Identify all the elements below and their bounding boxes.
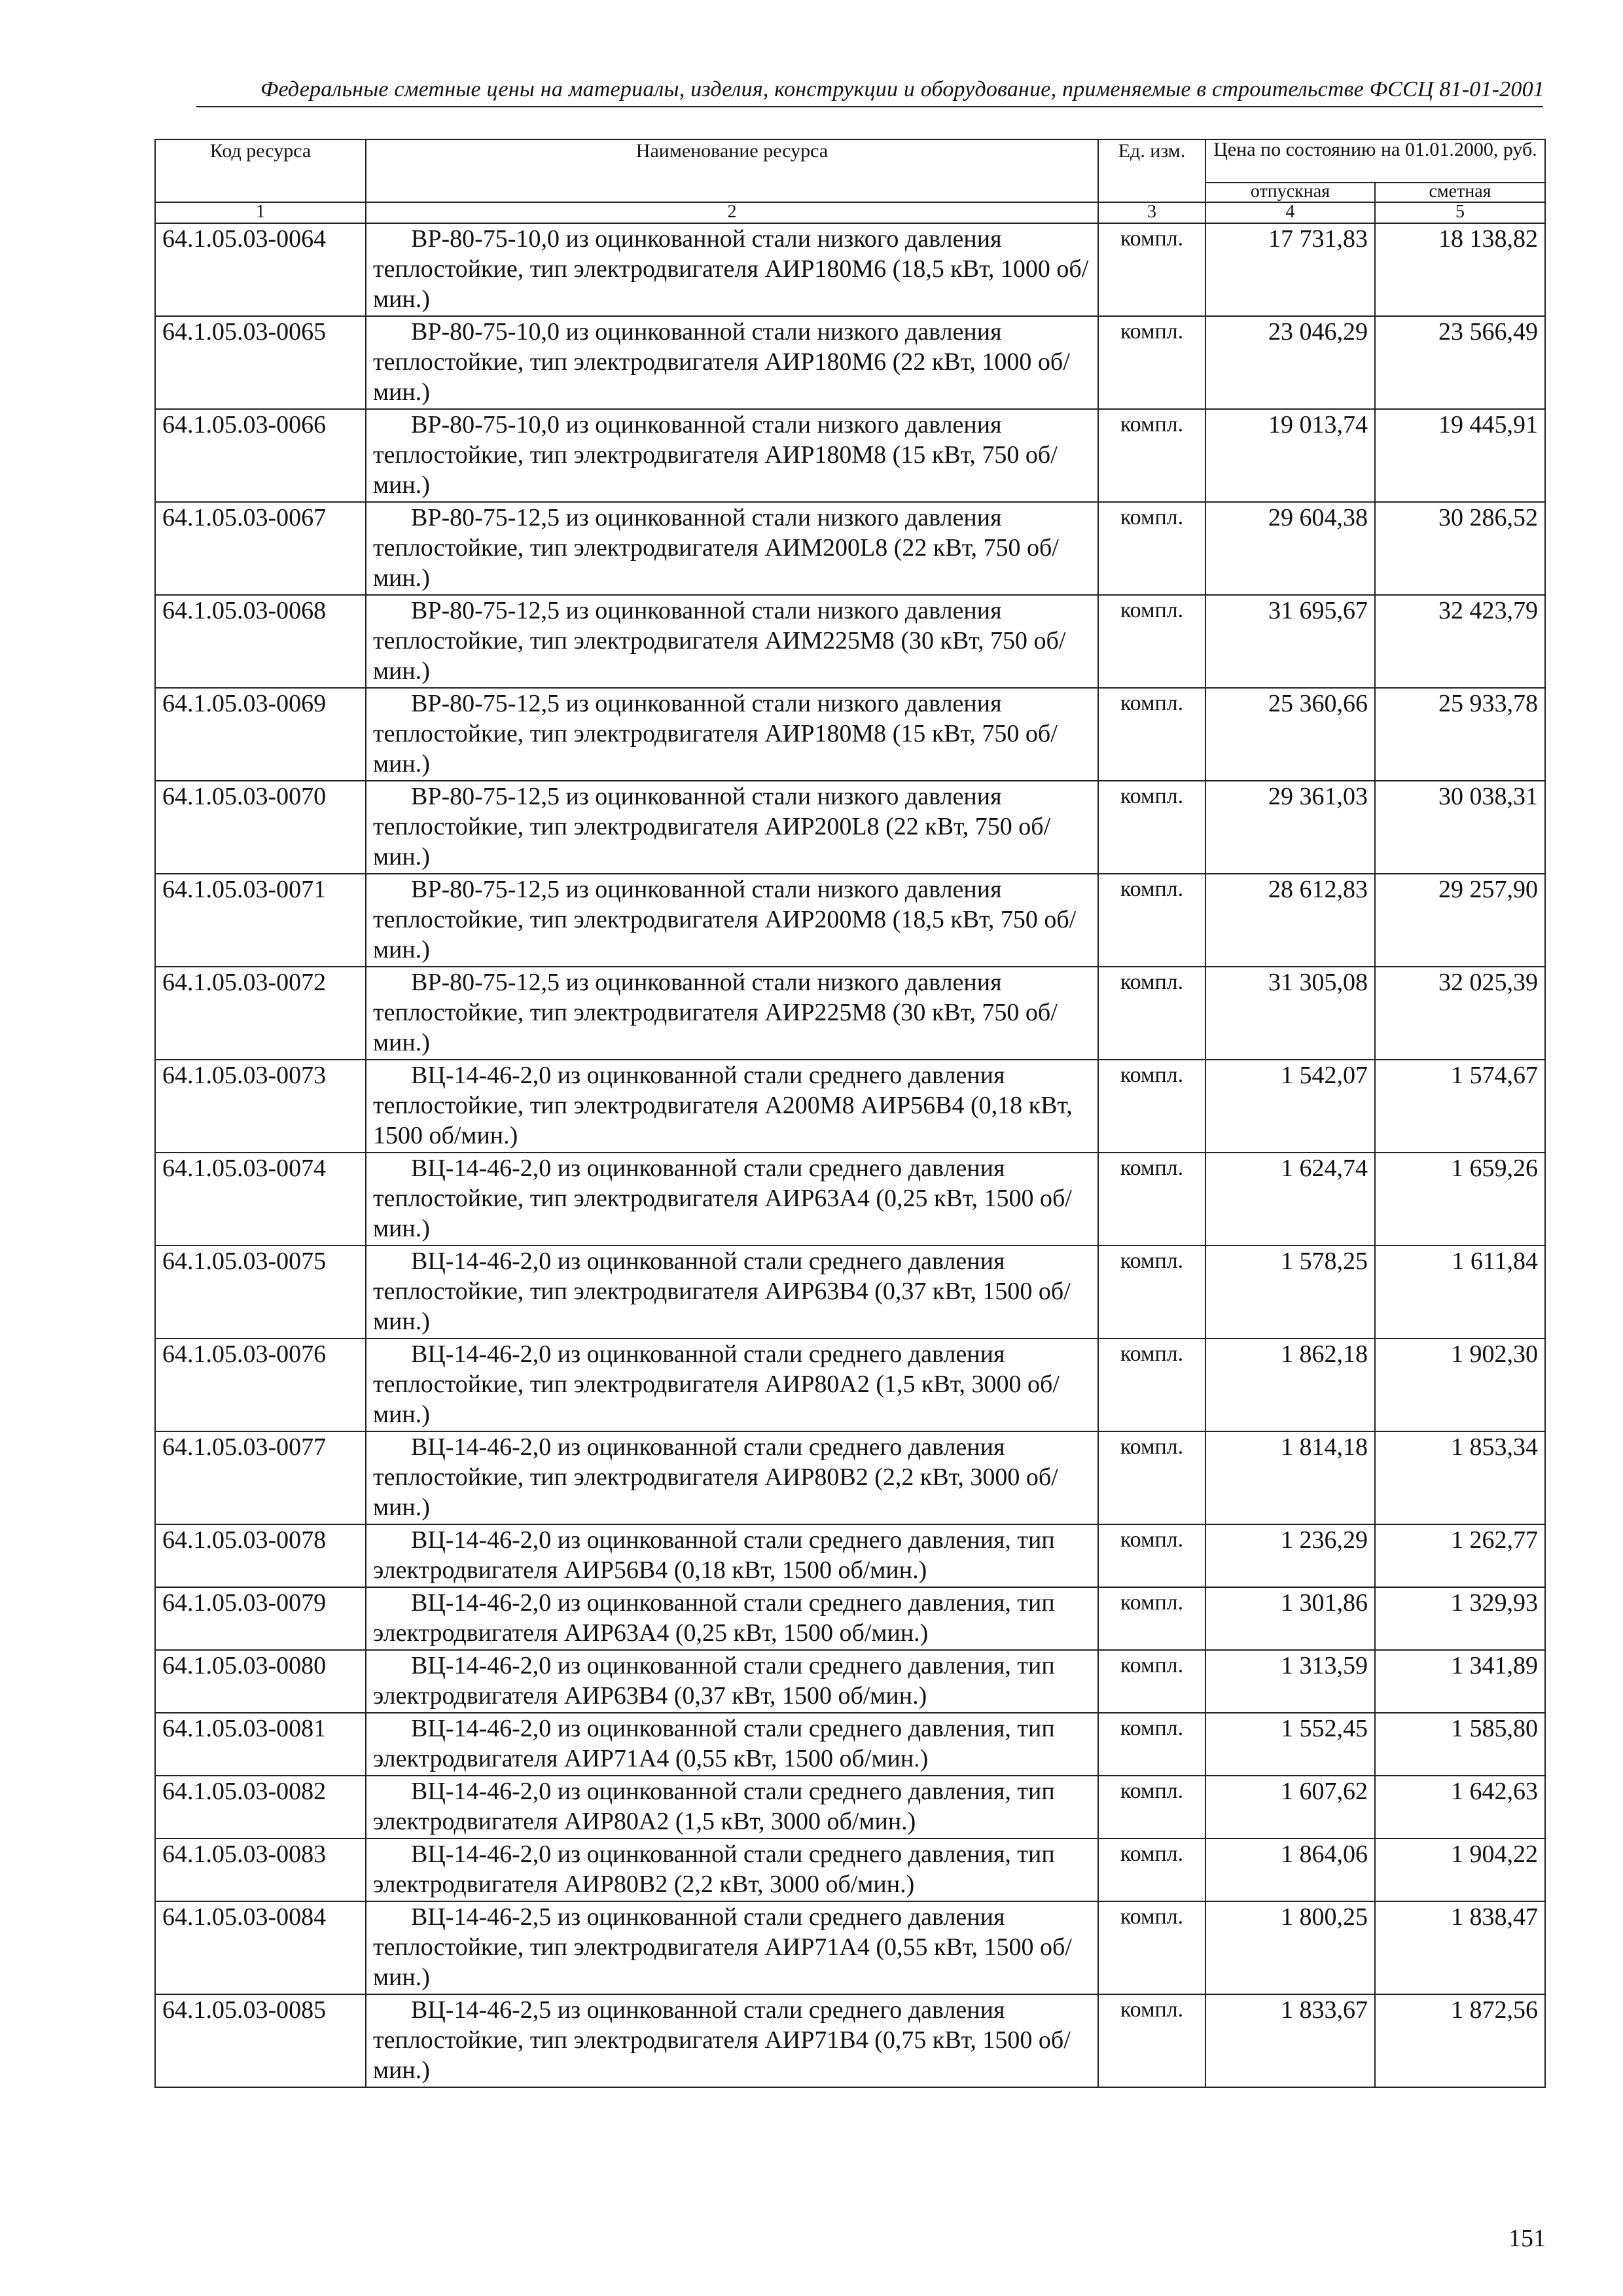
resource-name: ВЦ-14-46-2,0 из оцинкованной стали среднего давления, тип электродвигателя АИР63В4 (0,37 кВт, 1500 об/мин.) (366, 1650, 1098, 1713)
price-estimate: 29 257,90 (1375, 874, 1545, 967)
price-release: 1 236,29 (1205, 1524, 1375, 1587)
resource-name: ВР-80-75-10,0 из оцинкованной стали низкого давления теплостойкие, тип электродвигателя АИР180М8 (15 кВт, 750 об/мин.) (366, 409, 1098, 502)
price-release: 1 552,45 (1205, 1713, 1375, 1776)
table-row (155, 1338, 1545, 1431)
column-header-price-group: Цена по состоянию на 01.01.2000, руб. (1205, 139, 1545, 183)
resource-code: 64.1.05.03-0065 (155, 316, 366, 409)
table-row (155, 1776, 1545, 1839)
resource-code: 64.1.05.03-0084 (155, 1901, 366, 1994)
unit-of-measure: компл. (1098, 967, 1205, 1060)
unit-of-measure: компл. (1098, 874, 1205, 967)
table-row (155, 316, 1545, 409)
price-estimate: 1 902,30 (1375, 1338, 1545, 1431)
unit-of-measure: компл. (1098, 1713, 1205, 1776)
resource-name: ВЦ-14-46-2,0 из оцинкованной стали среднего давления теплостойкие, тип электродвигателя АИР80А2 (1,5 кВт, 3000 об/мин.) (366, 1338, 1098, 1431)
unit-of-measure: компл. (1098, 1153, 1205, 1246)
price-estimate: 30 038,31 (1375, 781, 1545, 874)
price-release: 1 607,62 (1205, 1776, 1375, 1839)
price-release: 29 604,38 (1205, 502, 1375, 595)
unit-of-measure: компл. (1098, 1060, 1205, 1153)
price-estimate: 1 262,77 (1375, 1524, 1545, 1587)
unit-of-measure: компл. (1098, 1431, 1205, 1524)
resource-name: ВР-80-75-12,5 из оцинкованной стали низкого давления теплостойкие, тип электродвигателя АИМ200L8 (22 кВт, 750 об/мин.) (366, 502, 1098, 595)
resource-name: ВЦ-14-46-2,5 из оцинкованной стали среднего давления теплостойкие, тип электродвигателя АИР71А4 (0,55 кВт, 1500 об/мин.) (366, 1901, 1098, 1994)
resource-name: ВЦ-14-46-2,0 из оцинкованной стали среднего давления, тип электродвигателя АИР56В4 (0,18 кВт, 1500 об/мин.) (366, 1524, 1098, 1587)
table-row (155, 781, 1545, 874)
resource-code: 64.1.05.03-0071 (155, 874, 366, 967)
resource-code: 64.1.05.03-0079 (155, 1587, 366, 1650)
price-release: 1 624,74 (1205, 1153, 1375, 1246)
resource-code: 64.1.05.03-0076 (155, 1338, 366, 1431)
table-row (155, 1246, 1545, 1338)
resource-code: 64.1.05.03-0083 (155, 1839, 366, 1901)
price-estimate: 32 423,79 (1375, 595, 1545, 688)
column-header-code: Код ресурса (155, 139, 366, 202)
price-release: 1 862,18 (1205, 1338, 1375, 1431)
price-estimate: 1 872,56 (1375, 1994, 1545, 2087)
resource-name: ВЦ-14-46-2,0 из оцинкованной стали среднего давления теплостойкие, тип электродвигателя АИР63А4 (0,25 кВт, 1500 об/мин.) (366, 1153, 1098, 1246)
table-row (155, 1901, 1545, 1994)
resource-code: 64.1.05.03-0070 (155, 781, 366, 874)
unit-of-measure: компл. (1098, 1338, 1205, 1431)
unit-of-measure: компл. (1098, 1839, 1205, 1901)
table-row (155, 1839, 1545, 1901)
price-release: 1 833,67 (1205, 1994, 1375, 2087)
unit-of-measure: компл. (1098, 1776, 1205, 1839)
resource-code: 64.1.05.03-0081 (155, 1713, 366, 1776)
unit-of-measure: компл. (1098, 502, 1205, 595)
table-row (155, 1524, 1545, 1587)
column-header-unit: Ед. изм. (1098, 139, 1205, 202)
table-row (155, 502, 1545, 595)
unit-of-measure: компл. (1098, 409, 1205, 502)
resource-name: ВР-80-75-12,5 из оцинкованной стали низкого давления теплостойкие, тип электродвигателя АИР200М8 (18,5 кВт, 750 об/мин.) (366, 874, 1098, 967)
column-header-price-release: отпускная (1205, 183, 1375, 202)
table-row (155, 874, 1545, 967)
price-estimate: 1 611,84 (1375, 1246, 1545, 1338)
column-header-name: Наименование ресурса (366, 139, 1098, 202)
resource-name: ВЦ-14-46-2,0 из оцинкованной стали среднего давления, тип электродвигателя АИР80В2 (2,2 кВт, 3000 об/мин.) (366, 1839, 1098, 1901)
resource-name: ВЦ-14-46-2,0 из оцинкованной стали среднего давления теплостойкие, тип электродвигателя АИР63В4 (0,37 кВт, 1500 об/мин.) (366, 1246, 1098, 1338)
column-header-price-estimate: сметная (1375, 183, 1545, 202)
price-estimate: 18 138,82 (1375, 223, 1545, 316)
price-release: 1 800,25 (1205, 1901, 1375, 1994)
resource-name: ВЦ-14-46-2,0 из оцинкованной стали среднего давления теплостойкие, тип электродвигателя А200М8 АИР56В4 (0,18 кВт, 1500 об/мин.) (366, 1060, 1098, 1153)
price-estimate: 1 329,93 (1375, 1587, 1545, 1650)
price-release: 1 542,07 (1205, 1060, 1375, 1153)
resource-code: 64.1.05.03-0074 (155, 1153, 366, 1246)
price-release: 1 814,18 (1205, 1431, 1375, 1524)
price-estimate: 1 585,80 (1375, 1713, 1545, 1776)
price-estimate: 32 025,39 (1375, 967, 1545, 1060)
price-table (154, 139, 1546, 2088)
price-estimate: 25 933,78 (1375, 688, 1545, 781)
price-estimate: 1 838,47 (1375, 1901, 1545, 1994)
page-number: 151 (1508, 2225, 1546, 2252)
resource-code: 64.1.05.03-0067 (155, 502, 366, 595)
resource-name: ВЦ-14-46-2,0 из оцинкованной стали среднего давления, тип электродвигателя АИР71А4 (0,55 кВт, 1500 об/мин.) (366, 1713, 1098, 1776)
column-number: 5 (1375, 202, 1545, 223)
column-number-row (155, 202, 1545, 223)
table-row (155, 1587, 1545, 1650)
resource-name: ВР-80-75-12,5 из оцинкованной стали низкого давления теплостойкие, тип электродвигателя АИР200L8 (22 кВт, 750 об/мин.) (366, 781, 1098, 874)
resource-name: ВР-80-75-12,5 из оцинкованной стали низкого давления теплостойкие, тип электродвигателя АИР180М8 (15 кВт, 750 об/мин.) (366, 688, 1098, 781)
price-estimate: 1 659,26 (1375, 1153, 1545, 1246)
resource-code: 64.1.05.03-0066 (155, 409, 366, 502)
resource-name: ВР-80-75-12,5 из оцинкованной стали низкого давления теплостойкие, тип электродвигателя АИМ225М8 (30 кВт, 750 об/мин.) (366, 595, 1098, 688)
resource-code: 64.1.05.03-0069 (155, 688, 366, 781)
table-row (155, 409, 1545, 502)
column-number: 1 (155, 202, 366, 223)
table-row (155, 1153, 1545, 1246)
resource-code: 64.1.05.03-0080 (155, 1650, 366, 1713)
price-estimate: 1 904,22 (1375, 1839, 1545, 1901)
table-row (155, 1994, 1545, 2087)
price-estimate: 23 566,49 (1375, 316, 1545, 409)
price-estimate: 30 286,52 (1375, 502, 1545, 595)
price-estimate: 19 445,91 (1375, 409, 1545, 502)
unit-of-measure: компл. (1098, 223, 1205, 316)
resource-code: 64.1.05.03-0075 (155, 1246, 366, 1338)
resource-name: ВЦ-14-46-2,0 из оцинкованной стали среднего давления теплостойкие, тип электродвигателя АИР80В2 (2,2 кВт, 3000 об/мин.) (366, 1431, 1098, 1524)
price-release: 1 313,59 (1205, 1650, 1375, 1713)
unit-of-measure: компл. (1098, 781, 1205, 874)
unit-of-measure: компл. (1098, 1901, 1205, 1994)
unit-of-measure: компл. (1098, 1524, 1205, 1587)
resource-code: 64.1.05.03-0072 (155, 967, 366, 1060)
unit-of-measure: компл. (1098, 595, 1205, 688)
unit-of-measure: компл. (1098, 1246, 1205, 1338)
price-release: 25 360,66 (1205, 688, 1375, 781)
price-release: 1 864,06 (1205, 1839, 1375, 1901)
price-estimate: 1 642,63 (1375, 1776, 1545, 1839)
price-release: 28 612,83 (1205, 874, 1375, 967)
resource-code: 64.1.05.03-0078 (155, 1524, 366, 1587)
table-row (155, 1650, 1545, 1713)
table-row (155, 967, 1545, 1060)
table-row (155, 223, 1545, 316)
price-release: 23 046,29 (1205, 316, 1375, 409)
header-divider (196, 106, 1543, 107)
table-row (155, 1713, 1545, 1776)
resource-name: ВЦ-14-46-2,0 из оцинкованной стали среднего давления, тип электродвигателя АИР80А2 (1,5 кВт, 3000 об/мин.) (366, 1776, 1098, 1839)
price-release: 1 578,25 (1205, 1246, 1375, 1338)
price-release: 31 305,08 (1205, 967, 1375, 1060)
column-number: 4 (1205, 202, 1375, 223)
resource-code: 64.1.05.03-0064 (155, 223, 366, 316)
resource-code: 64.1.05.03-0077 (155, 1431, 366, 1524)
resource-code: 64.1.05.03-0085 (155, 1994, 366, 2087)
resource-name: ВЦ-14-46-2,5 из оцинкованной стали среднего давления теплостойкие, тип электродвигателя АИР71В4 (0,75 кВт, 1500 об/мин.) (366, 1994, 1098, 2087)
unit-of-measure: компл. (1098, 316, 1205, 409)
price-release: 1 301,86 (1205, 1587, 1375, 1650)
unit-of-measure: компл. (1098, 1587, 1205, 1650)
resource-name: ВР-80-75-12,5 из оцинкованной стали низкого давления теплостойкие, тип электродвигателя АИР225М8 (30 кВт, 750 об/мин.) (366, 967, 1098, 1060)
resource-code: 64.1.05.03-0073 (155, 1060, 366, 1153)
unit-of-measure: компл. (1098, 688, 1205, 781)
table-row (155, 688, 1545, 781)
resource-name: ВР-80-75-10,0 из оцинкованной стали низкого давления теплостойкие, тип электродвигателя АИР180М6 (18,5 кВт, 1000 об/мин.) (366, 223, 1098, 316)
price-estimate: 1 853,34 (1375, 1431, 1545, 1524)
running-header: Федеральные сметные цены на материалы, изделия, конструкции и оборудование, применяемые в строительстве ФССЦ 81-01-2001 (260, 77, 1544, 101)
column-number: 3 (1098, 202, 1205, 223)
table-row (155, 595, 1545, 688)
unit-of-measure: компл. (1098, 1994, 1205, 2087)
price-release: 31 695,67 (1205, 595, 1375, 688)
resource-code: 64.1.05.03-0068 (155, 595, 366, 688)
table-row (155, 1431, 1545, 1524)
unit-of-measure: компл. (1098, 1650, 1205, 1713)
price-release: 29 361,03 (1205, 781, 1375, 874)
resource-code: 64.1.05.03-0082 (155, 1776, 366, 1839)
column-number: 2 (366, 202, 1098, 223)
price-estimate: 1 574,67 (1375, 1060, 1545, 1153)
resource-name: ВР-80-75-10,0 из оцинкованной стали низкого давления теплостойкие, тип электродвигателя АИР180М6 (22 кВт, 1000 об/мин.) (366, 316, 1098, 409)
table-row (155, 1060, 1545, 1153)
price-estimate: 1 341,89 (1375, 1650, 1545, 1713)
price-release: 19 013,74 (1205, 409, 1375, 502)
resource-name: ВЦ-14-46-2,0 из оцинкованной стали среднего давления, тип электродвигателя АИР63А4 (0,25 кВт, 1500 об/мин.) (366, 1587, 1098, 1650)
price-release: 17 731,83 (1205, 223, 1375, 316)
